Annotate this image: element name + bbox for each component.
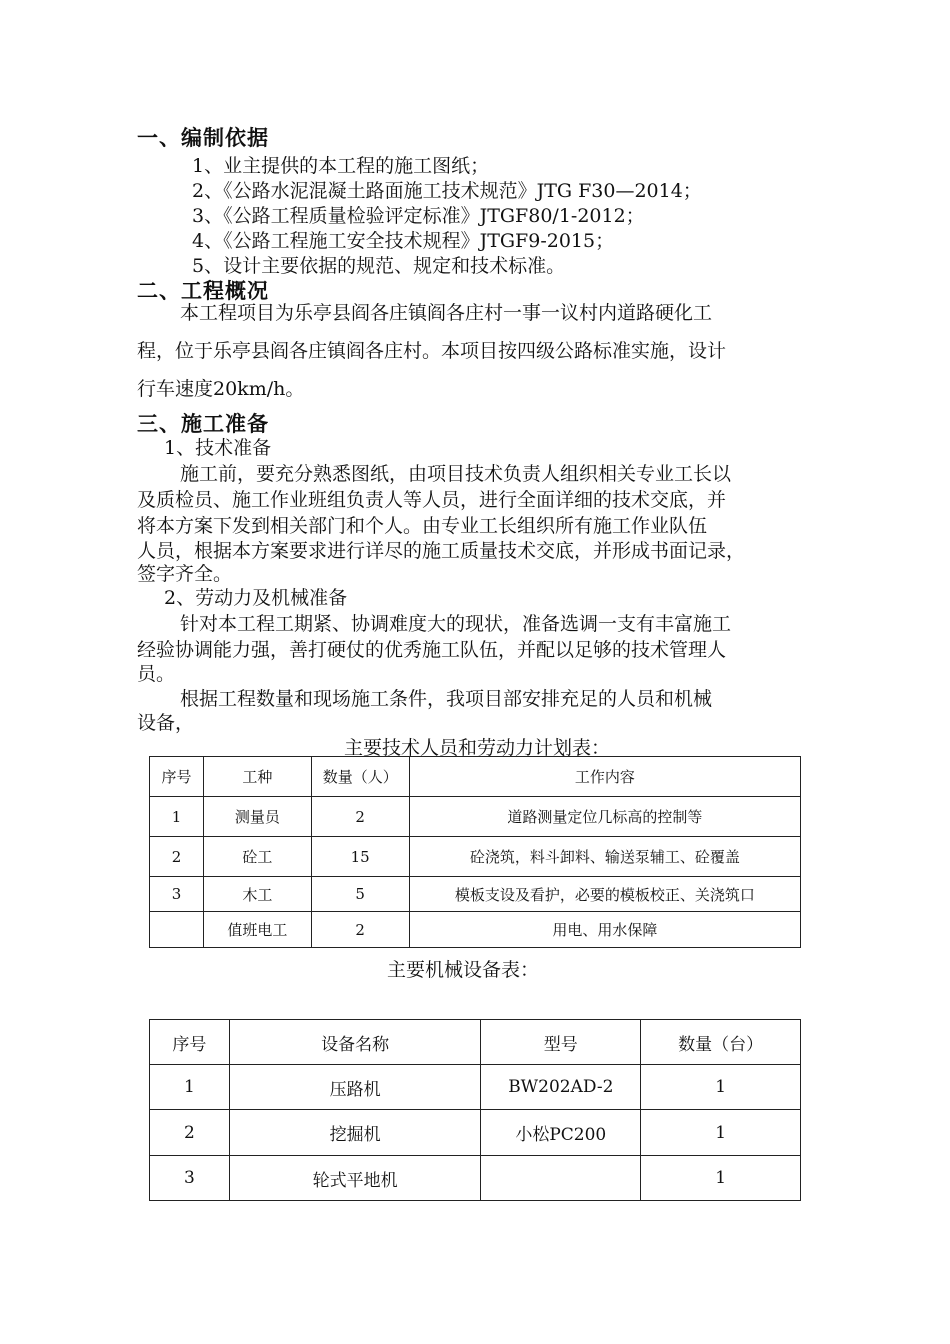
resource-line-1: 根据工程数量和现场施工条件，我项目部安排充足的人员和机械: [180, 688, 713, 710]
table-cell: 砼工: [203, 837, 311, 877]
table-row: [150, 797, 801, 837]
table-cell: 模板支设及看护，必要的模板校正、关浇筑口: [409, 877, 800, 912]
header-cell: 数量（人）: [311, 757, 409, 797]
table-row: [150, 837, 801, 877]
table-cell: 砼浇筑，料斗卸料、输送泵辅工、砼覆盖: [409, 837, 800, 877]
tech-prep-line-5: 签字齐全。: [137, 563, 233, 585]
basis-item-3: 3、《公路工程质量检验评定标准》JTGF80/1-2012；: [192, 205, 645, 227]
basis-item-5: 5、设计主要依据的规范、规定和技术标准。: [192, 255, 566, 277]
header-cell: 工作内容: [409, 757, 800, 797]
table-cell: 值班电工: [203, 912, 311, 948]
header-cell: 型号: [481, 1020, 641, 1065]
section-heading-basis: 一、编制依据: [137, 126, 269, 150]
table-row: [150, 912, 801, 948]
table-cell: 挖掘机: [229, 1110, 481, 1156]
subheading-labor-prep: 2、劳动力及机械准备: [164, 587, 348, 609]
table-cell: BW202AD-2: [481, 1065, 641, 1110]
table-cell: 1: [641, 1110, 801, 1156]
header-cell: 数量（台）: [641, 1020, 801, 1065]
section-heading-preparation: 三、施工准备: [137, 412, 269, 436]
table-cell: 1: [641, 1156, 801, 1201]
table-cell: 1: [641, 1065, 801, 1110]
table-cell: [150, 912, 204, 948]
basis-item-2: 2、《公路水泥混凝土路面施工技术规范》JTG F30—2014；: [192, 180, 702, 202]
table-cell: 2: [150, 837, 204, 877]
table-row: [150, 1110, 801, 1156]
tech-prep-line-1: 施工前，要充分熟悉图纸，由项目技术负责人组织相关专业工长以: [180, 463, 732, 485]
basis-item-4: 4、《公路工程施工安全技术规程》JTGF9-2015；: [192, 230, 615, 252]
table-cell: [481, 1156, 641, 1201]
table-cell: 小松PC200: [481, 1110, 641, 1156]
table-cell: 1: [150, 1065, 230, 1110]
table-cell: 用电、用水保障: [409, 912, 800, 948]
labor-plan-table: [149, 756, 801, 948]
tech-prep-line-4: 人员，根据本方案要求进行详尽的施工质量技术交底，并形成书面记录，: [137, 540, 746, 562]
overview-line-3: 行车速度20km/h。: [137, 378, 305, 400]
equipment-table-caption: 主要机械设备表：: [387, 959, 540, 981]
table-cell: 2: [311, 797, 409, 837]
subheading-tech-prep: 1、技术准备: [164, 437, 272, 459]
resource-line-2: 设备，: [137, 712, 195, 734]
table-cell: 5: [311, 877, 409, 912]
table-header-row: [150, 757, 801, 797]
table-header-row: [150, 1020, 801, 1065]
header-cell: 工种: [203, 757, 311, 797]
table-cell: 15: [311, 837, 409, 877]
table-row: [150, 1065, 801, 1110]
table-cell: 2: [150, 1110, 230, 1156]
labor-prep-line-1: 针对本工程工期紧、协调难度大的现状，准备选调一支有丰富施工: [180, 613, 732, 635]
table-cell: 1: [150, 797, 204, 837]
labor-table-caption: 主要技术人员和劳动力计划表：: [344, 737, 611, 759]
tech-prep-line-3: 将本方案下发到相关部门和个人。由专业工长组织所有施工作业队伍: [137, 515, 708, 537]
table-cell: 道路测量定位几标高的控制等: [409, 797, 800, 837]
table-cell: 3: [150, 1156, 230, 1201]
header-cell: 序号: [150, 1020, 230, 1065]
overview-line-1: 本工程项目为乐亭县阎各庄镇阎各庄村一事一议村内道路硬化工: [180, 302, 713, 324]
header-cell: 设备名称: [229, 1020, 481, 1065]
table-cell: 测量员: [203, 797, 311, 837]
labor-prep-line-3: 员。: [137, 663, 176, 685]
labor-prep-line-2: 经验协调能力强，善打硬仗的优秀施工队伍，并配以足够的技术管理人: [137, 639, 727, 661]
basis-item-1: 1、业主提供的本工程的施工图纸；: [192, 155, 490, 177]
table-cell: 压路机: [229, 1065, 481, 1110]
table-row: [150, 877, 801, 912]
table-row: [150, 1156, 801, 1201]
table-cell: 轮式平地机: [229, 1156, 481, 1201]
equipment-table: [149, 1019, 801, 1201]
table-cell: 木工: [203, 877, 311, 912]
section-heading-overview: 二、工程概况: [137, 279, 269, 303]
tech-prep-line-2: 及质检员、施工作业班组负责人等人员，进行全面详细的技术交底，并: [137, 489, 727, 511]
table-cell: 3: [150, 877, 204, 912]
header-cell: 序号: [150, 757, 204, 797]
table-cell: 2: [311, 912, 409, 948]
overview-line-2: 程，位于乐亭县阎各庄镇阎各庄村。本项目按四级公路标准实施，设计: [137, 340, 727, 362]
